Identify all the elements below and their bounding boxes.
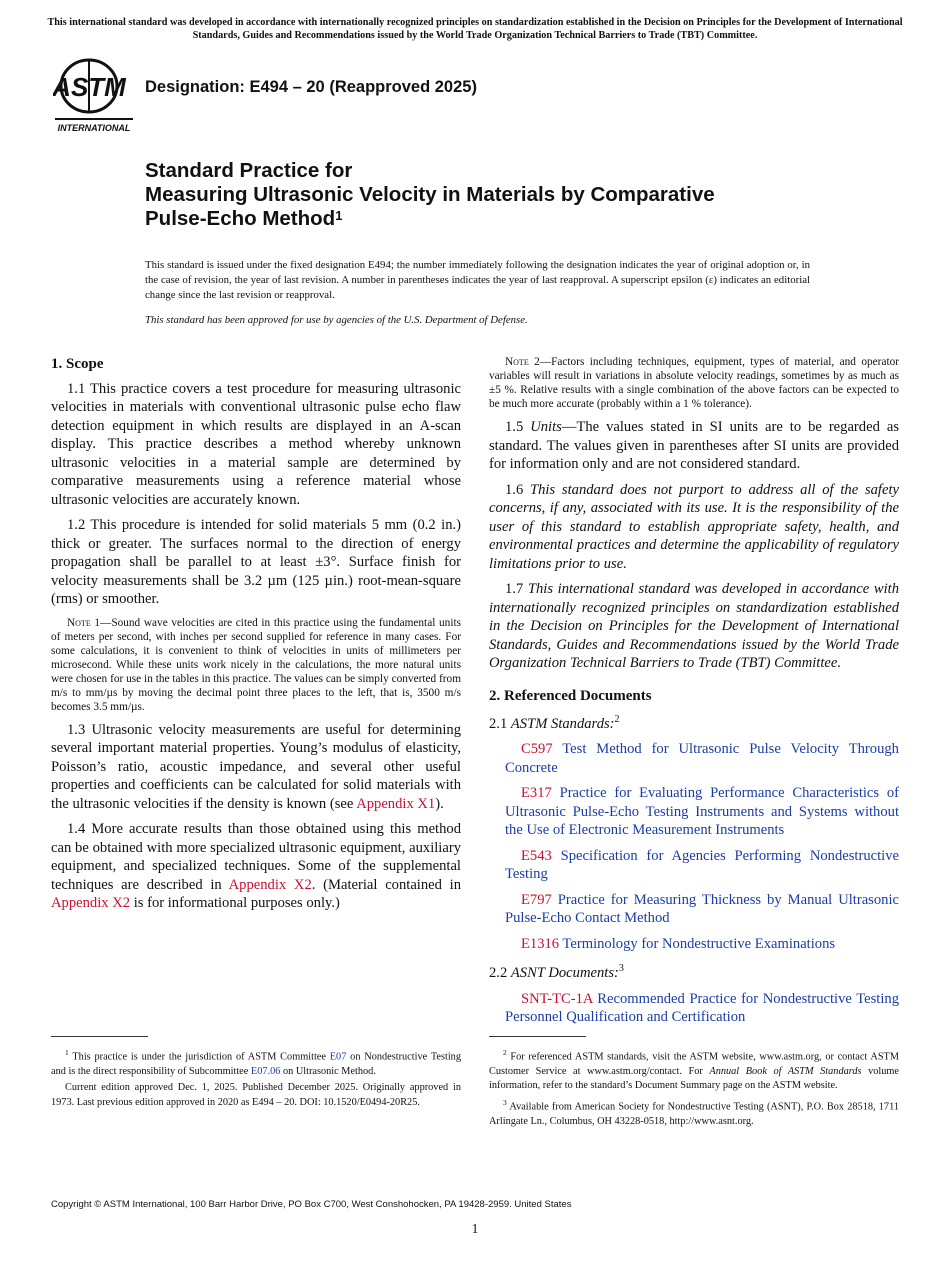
svg-text:ASTM: ASTM [53, 72, 126, 102]
section-2-1-num: 2.1 [489, 715, 511, 732]
section-2-1 [489, 711, 899, 733]
asnt-reference-list [489, 990, 899, 1027]
reference-item [489, 990, 899, 1027]
paragraph-1-7 [489, 580, 899, 673]
referenced-documents-heading: 2. Referenced Documents [489, 687, 652, 704]
paragraph-1-7-text: This international standard was developed in accordance with internationally recognized principles on standardization established in the Decision on Principles for the Development of International Standards, Guides and Recommendations issued by the World Trade Organization Technical Barriers to Trade (TBT) Committee. [489, 581, 900, 671]
reference-title-link[interactable]: Test Method for Ultrasonic Pulse Velocity Through Concrete [505, 741, 899, 776]
footnote-3 [489, 1096, 899, 1129]
paragraph-1-5-text: —The values stated in SI units are to be regarded as standard. The values given in parentheses after SI units are provided for information only and are not considered standard. [489, 419, 899, 472]
reference-code-link[interactable]: E797 [521, 891, 552, 908]
paragraph-1-6-text: This standard does not purport to address all of the safety concerns, if any, associated with its use. It is the responsibility of the user of this standard to establish appropriate safety, health, and environmental practices and determine the applicability of regulatory limitations prior to use. [489, 481, 899, 572]
reference-title-link[interactable]: Specification for Agencies Performing Nondestructive Testing [505, 847, 899, 883]
note-2-label: Note 2 [505, 356, 540, 368]
reference-code-link[interactable]: E1316 [521, 935, 560, 952]
page-number: 1 [471, 1221, 479, 1236]
paragraph-1-7-num: 1.7 [505, 581, 528, 597]
note-2 [489, 355, 899, 411]
reference-item [489, 740, 899, 777]
footnote-2-text: For referenced ASTM standards, visit the ASTM website, www.astm.org, or contact ASTM Customer Service at www.astm.org/contact. For [489, 1051, 899, 1077]
issued-statement: This standard is issued under the fixed designation E494; the number immediately following the designation indicates the year of original adoption or, in the case of revision, the year of last revision. A number in parentheses indicates the year of last reapproval. A superscript epsilon (ε) indicates an editorial change since the last revision or reapproval. [145, 259, 810, 301]
paragraph-1-3-end: ). [435, 795, 444, 812]
paragraph-1-1: 1.1 This practice covers a test procedure for measuring ultrasonic velocities in materials with conventional ultrasonic pulse echo flaw detection equipment in which results are displayed in an A-scan display. This practice describes a method whereby unknown ultrasonic velocities in a material sample are determined by comparative measurements using a reference material whose ultrasonic velocities are accurately known. [51, 380, 461, 508]
footnote-1-mark: 1 [65, 1048, 69, 1057]
reference-title-link[interactable]: Recommended Practice for Nondestructive Testing Personnel Qualification and Certification [505, 990, 899, 1026]
document-title [145, 159, 865, 231]
paragraph-1-3 [51, 721, 461, 814]
edition-note: Current edition approved Dec. 1, 2025. Published December 2025. Originally approved in 1973. Last previous edition approved in 2020 as E494 – 20. DOI: 10.1520/E0494-20R25. [51, 1082, 461, 1108]
title-line-1: Standard Practice for [145, 159, 353, 182]
title-line-3: Pulse-Echo Method [145, 207, 336, 230]
reference-item [489, 847, 899, 884]
scope-heading: 1. Scope [51, 356, 104, 372]
paragraph-1-4-end: is for informational purposes only.) [130, 895, 340, 911]
reference-code-link[interactable]: E317 [521, 785, 552, 802]
footnote-2 [489, 1046, 899, 1094]
paragraph-1-3-text: 1.3 Ultrasonic velocity measurements are useful for determining several important material properties. Young’s modulus of elasticity, Poisson’s ratio, acoustic impedance, and several other useful properties and coefficients can be calculated for solid materials with the ultrasonic velocities if the density is known (see [51, 721, 461, 812]
left-column [51, 355, 461, 920]
dod-statement: This standard has been approved for use by agencies of the U.S. Department of Defense. [145, 314, 528, 326]
paragraph-1-2: 1.2 This procedure is intended for solid materials 5 mm (0.2 in.) thick or greater. The surfaces normal to the direction of energy propagation shall be parallel to at least ±3°. Surface finish for velocity measurements shall be 3.2 µm (125 µin.) root-mean-square (rms) or smoother. [51, 517, 461, 607]
astm-reference-list [489, 740, 899, 953]
footnotes-right [489, 1046, 899, 1131]
reference-title-link[interactable]: Practice for Evaluating Performance Characteristics of Ultrasonic Pulse-Echo Testing Instruments and Systems without the Use of Electronic Measurement Instruments [505, 785, 899, 839]
title-line-2: Measuring Ultrasonic Velocity in Materials by Comparative [145, 183, 715, 206]
footnote-2-sup: 2 [503, 1048, 507, 1057]
committee-e07-link[interactable]: E07 [329, 1051, 347, 1063]
reference-item [489, 935, 899, 954]
copyright: Copyright © ASTM International, 100 Barr Harbor Drive, PO Box C700, West Conshohocken, PA 19428-2959. United States [51, 1199, 572, 1210]
astm-standards-label: ASTM Standards: [510, 715, 615, 732]
logo-wordmark: INTERNATIONAL [57, 123, 131, 133]
section-2-2 [489, 960, 899, 982]
reference-title-link[interactable]: Practice for Measuring Thickness by Manual Ultrasonic Pulse-Echo Contact Method [505, 891, 899, 927]
note-1-label: Note 1 [67, 616, 101, 629]
right-column [489, 355, 899, 1034]
section-2-2-num: 2.2 [489, 965, 511, 982]
reference-code-link[interactable]: E543 [521, 847, 552, 864]
paragraph-1-6-num: 1.6 [505, 481, 531, 498]
units-label: Units [530, 419, 562, 435]
designation: Designation: E494 – 20 (Reapproved 2025) [145, 78, 477, 96]
footnote-1-end: on Ultrasonic Method. [280, 1065, 376, 1077]
paragraph-1-5-num: 1.5 [505, 419, 531, 435]
footnotes-left [51, 1046, 461, 1112]
subcommittee-e07-06-link[interactable]: E07.06 [250, 1065, 281, 1077]
paragraph-1-4 [51, 820, 461, 913]
appendix-x2-link-2[interactable]: Appendix X2 [51, 895, 131, 911]
annual-book-title: Annual Book of ASTM Standards [709, 1065, 862, 1077]
footnote-2-mark: 2 [614, 714, 620, 725]
footnote-1-mid: on Nondestructive Testing and is the direct responsibility of Subcommittee [51, 1051, 461, 1077]
title-footnote-mark: 1 [335, 208, 343, 223]
paragraph-1-4-text: 1.4 More accurate results than those obtained using this method can be obtained with more specialized ultrasonic equipment, auxiliary equipment, and specialized techniques. Some of the supplemental techniques are described in [51, 821, 461, 893]
footnote-rule-right [489, 1036, 586, 1037]
appendix-x2-link[interactable]: Appendix X2 [228, 876, 312, 893]
footnote-3-text: Available from American Society for Nondestructive Testing (ASNT), P.O. Box 28518, 1711 Arlingate Ln., Columbus, OH 43228-0518, http://www.asnt.org. [489, 1101, 899, 1127]
footnote-rule-left [51, 1036, 148, 1037]
footnote-3-sup: 3 [503, 1097, 507, 1107]
footnote-1-text: This practice is under the jurisdiction of ASTM Committee [68, 1051, 330, 1063]
astm-international-logo [53, 56, 135, 134]
footnote-3-mark: 3 [618, 963, 624, 975]
reference-item [489, 891, 899, 928]
paragraph-1-4-mid: . (Material contained in [311, 876, 462, 893]
footnote-1 [51, 1046, 461, 1079]
reference-code-link[interactable]: C597 [521, 741, 553, 758]
preamble [145, 258, 810, 328]
asnt-documents-label: ASNT Documents: [510, 965, 619, 982]
top-notice: This international standard was developed in accordance with internationally recognized principles on standardization established in the Decision on Principles for the Development of International Standards, Guides and Recommendations issued by the World Trade Organization Technical Barriers to Trade (TBT) Committee. [47, 17, 903, 41]
reference-item [489, 784, 899, 840]
paragraph-1-6 [489, 481, 899, 574]
note-1 [51, 616, 461, 714]
note-2-text: —Factors including techniques, equipment, types of material, and operator variables will result in variations in absolute velocity readings, sometimes by as much as ±5 %. Relative results with a single combination of the above factors can be expected to be much more accurate (probably within a 1 % tolerance). [489, 356, 900, 410]
reference-title-link[interactable]: Terminology for Nondestructive Examinations [562, 935, 836, 952]
footnote-2-end: volume information, refer to the standard’s Document Summary page on the ASTM website. [489, 1065, 899, 1092]
note-1-text: —Sound wave velocities are cited in this practice using the fundamental units of meters per second, with inches per second supplied for reference in many cases. For some calculations, it is convenient to think of velocities in units of millimeters per microsecond. While these units work nicely in the calculations, the more natural units were chosen for use in the tables in this practice. The values can be simply converted from m/s to mm/µs by moving the decimal point three places to the left, that is, 3500 m/s becomes 3.5 mm/µs. [51, 616, 461, 713]
paragraph-1-5 [489, 418, 899, 474]
reference-code-link[interactable]: SNT-TC-1A [521, 990, 593, 1007]
appendix-x1-link[interactable]: Appendix X1 [356, 795, 436, 812]
